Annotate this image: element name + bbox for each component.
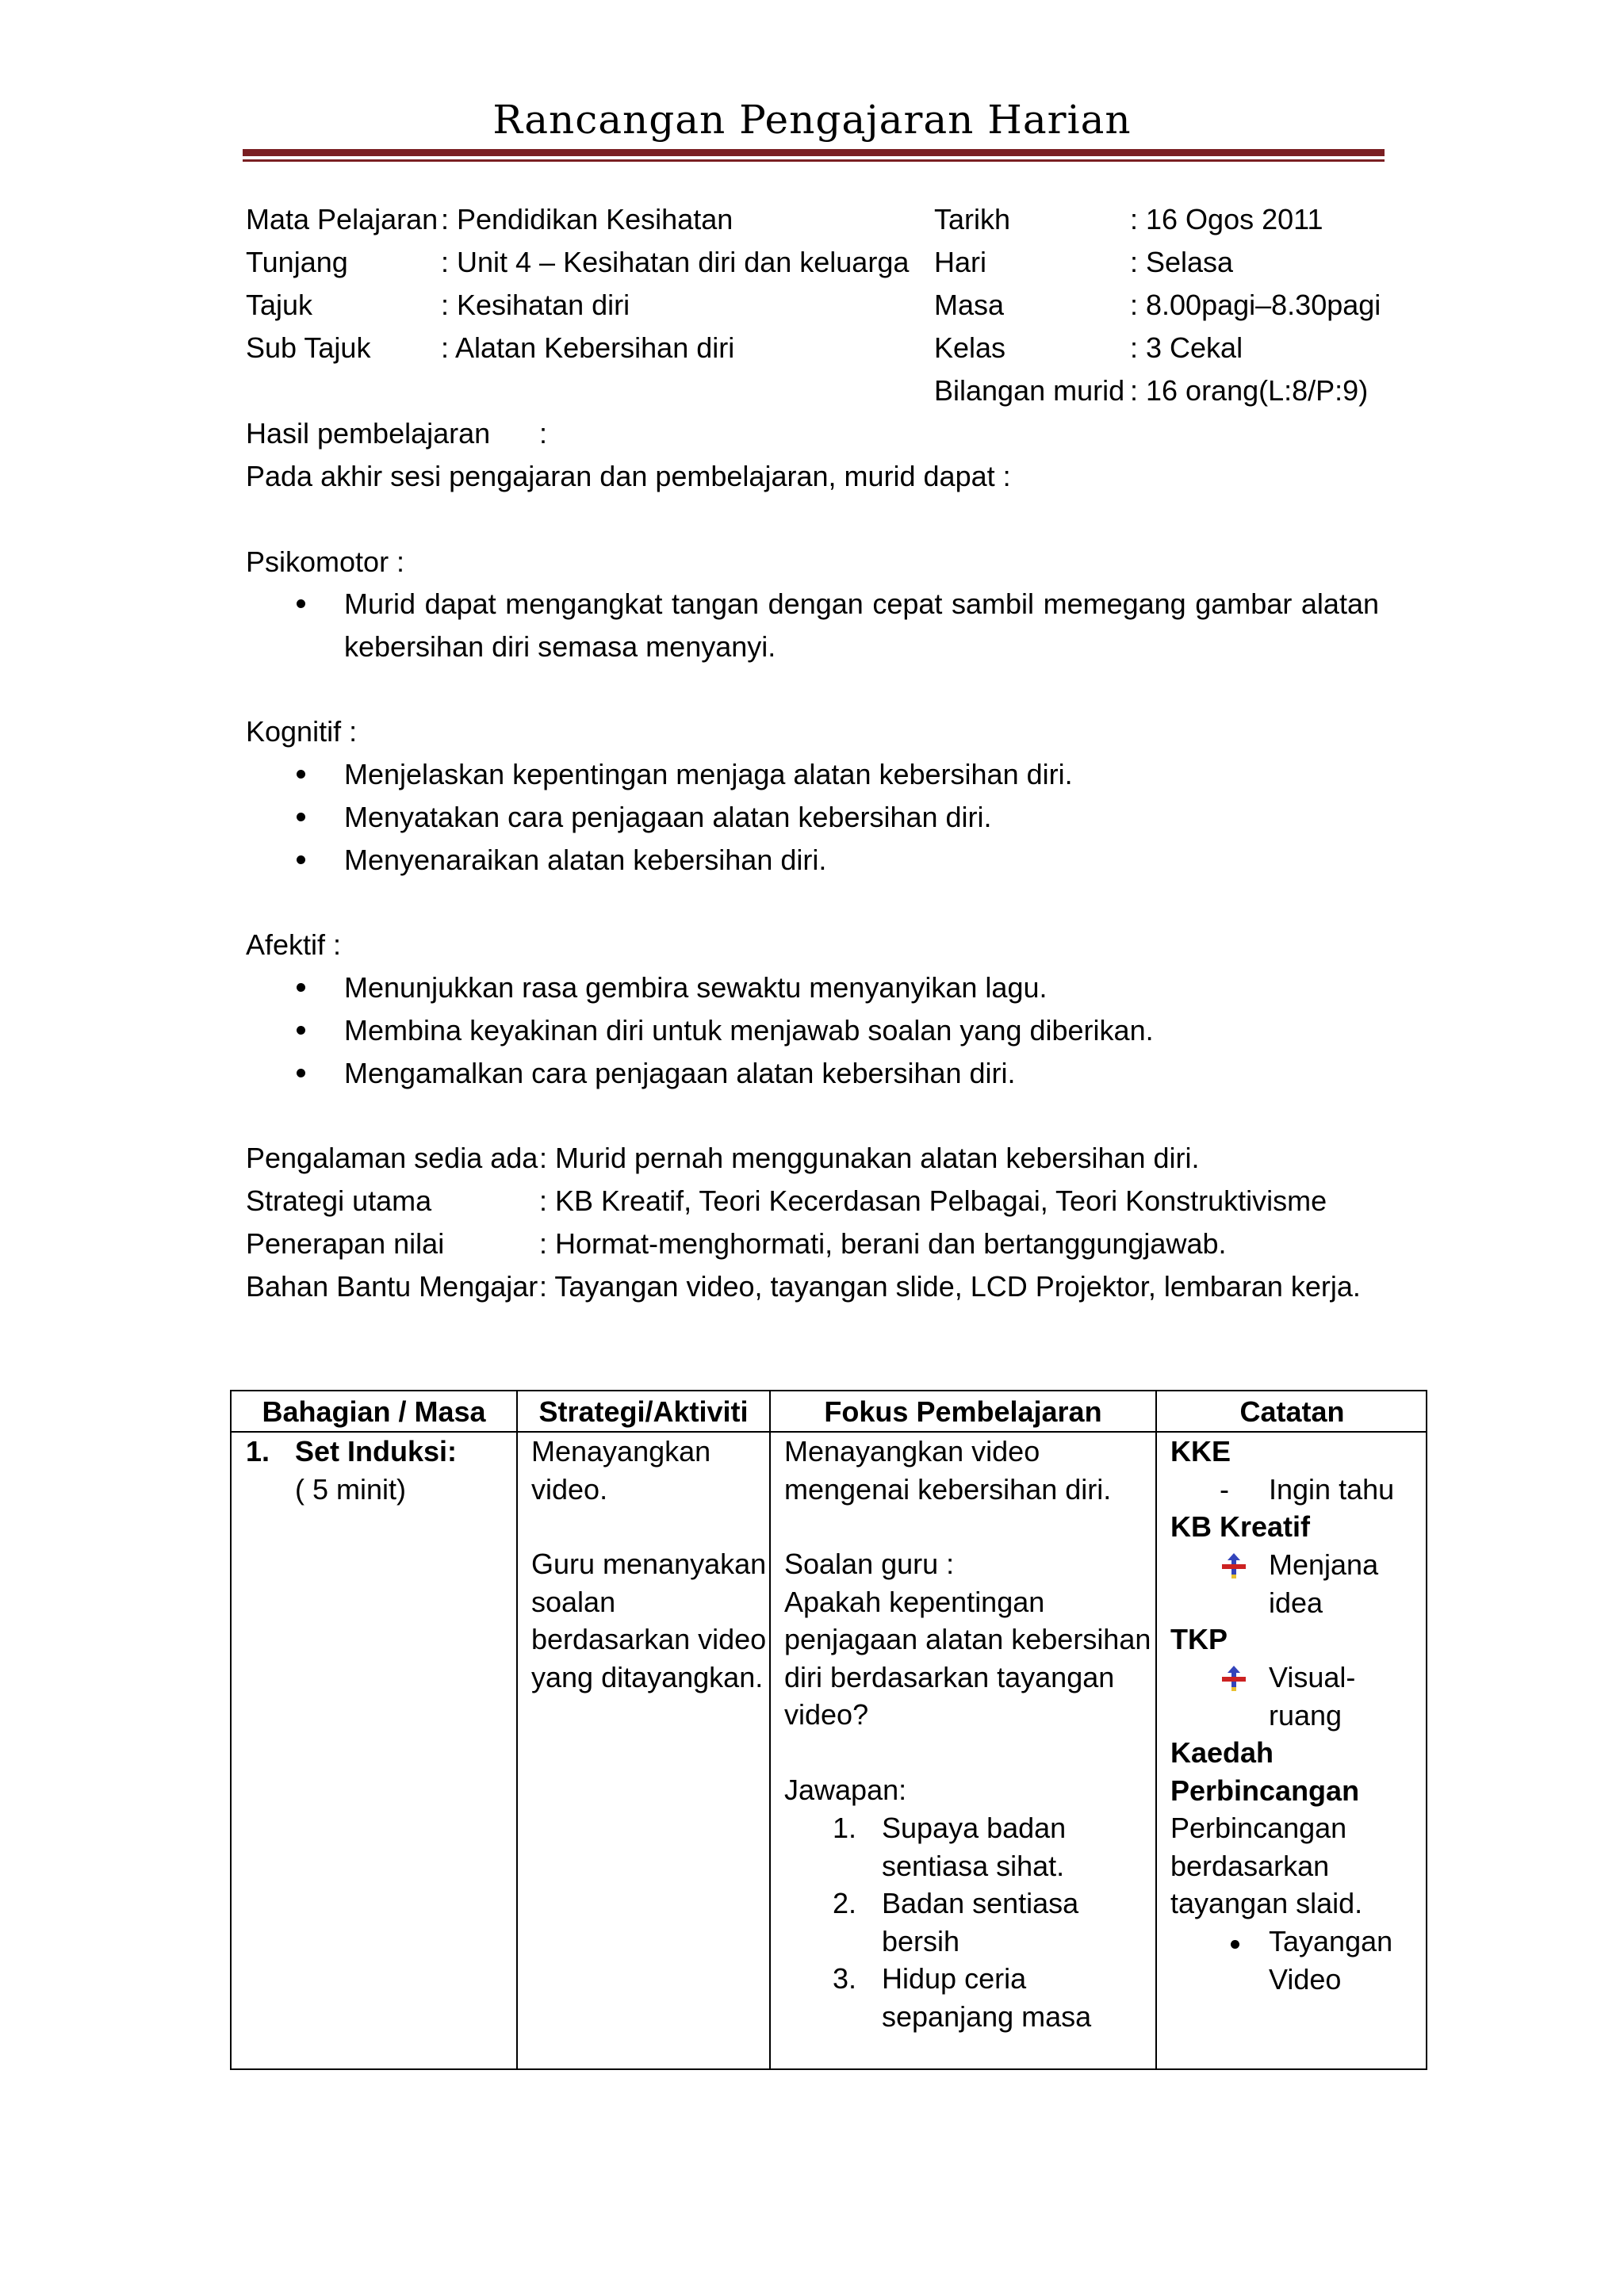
label-hasil-pembelajaran: Hasil pembelajaran: [246, 417, 491, 450]
strategi-line: Guru menanyakan: [531, 1548, 767, 1580]
afektif-item: Mengamalkan cara penjagaan alatan kebersihan diri.: [344, 1057, 1016, 1089]
label-tarikh: Tarikh: [934, 203, 1011, 235]
strategi-cell-question: [531, 1545, 766, 1696]
bullet-icon: [297, 599, 305, 608]
heading-kognitif: Kognitif :: [246, 715, 358, 748]
fokus-cell: [784, 1433, 1111, 1508]
catatan-tkp-item: [1269, 1659, 1355, 1734]
catatan-line: ruang: [1269, 1698, 1342, 1732]
answer-number: 3.: [833, 1962, 857, 1995]
answer-item: [882, 1885, 1078, 1960]
value-tunjang: : Unit 4 – Kesihatan diri dan keluarga: [441, 246, 910, 278]
strategi-line: video.: [531, 1472, 608, 1506]
catatan-bullet-item: [1269, 1923, 1392, 1998]
title-rule-thick: [243, 149, 1385, 156]
strategi-cell: [531, 1433, 710, 1508]
value-sub-tajuk: : Alatan Kebersihan diri: [441, 331, 735, 364]
label-mata-pelajaran: Mata Pelajaran: [246, 203, 439, 235]
bullet-icon: [297, 983, 305, 992]
catatan-tkp: TKP: [1170, 1623, 1228, 1655]
kognitif-item: Menyenaraikan alatan kebersihan diri.: [344, 844, 827, 876]
column-header-catatan: Catatan: [1239, 1395, 1345, 1428]
label-hari: Hari: [934, 246, 987, 278]
column-header-strategi: Strategi/Aktiviti: [538, 1395, 749, 1428]
value-bilangan-murid: : 16 orang(L:8/P:9): [1130, 374, 1369, 407]
strategi-line: Menayangkan: [531, 1435, 711, 1468]
catatan-line: Tayangan: [1269, 1925, 1393, 1957]
strategi-line: yang ditayangkan.: [531, 1660, 764, 1693]
label-tunjang: Tunjang: [246, 246, 348, 278]
column-header-fokus: Fokus Pembelajaran: [824, 1395, 1102, 1428]
answer-number: 2.: [833, 1887, 857, 1919]
column-divider: [516, 1391, 518, 2068]
value-masa: : 8.00pagi–8.30pagi: [1130, 289, 1381, 321]
answer-line: sentiasa sihat.: [882, 1849, 1065, 1882]
bullet-icon: [1231, 1940, 1239, 1949]
catatan-line: tayangan slaid.: [1170, 1887, 1363, 1919]
column-divider: [769, 1391, 771, 2068]
catatan-kke-item: Ingin tahu: [1269, 1473, 1395, 1506]
answer-line: Badan sentiasa: [882, 1887, 1079, 1919]
afektif-item: Menunjukkan rasa gembira sewaktu menyanyikan lagu.: [344, 971, 1048, 1004]
question-line: video?: [784, 1698, 869, 1731]
answer-number: 1.: [833, 1812, 857, 1844]
label-tajuk: Tajuk: [246, 289, 313, 321]
value-strategi-utama: : KB Kreatif, Teori Kecerdasan Pelbagai, Teori Konstruktivisme: [539, 1184, 1327, 1217]
strategi-line: soalan: [531, 1585, 616, 1618]
answer-line: Hidup ceria: [882, 1962, 1027, 1995]
answer-item: [882, 1960, 1091, 2035]
page-title: Rancangan Pengajaran Harian: [492, 97, 1132, 143]
fokus-line: mengenai kebersihan diri.: [784, 1472, 1112, 1506]
question-line: diri berdasarkan tayangan: [784, 1660, 1115, 1693]
label-masa: Masa: [934, 289, 1005, 321]
kognitif-item: Menjelaskan kepentingan menjaga alatan kebersihan diri.: [344, 758, 1073, 790]
answer-line: bersih: [882, 1924, 960, 1957]
question-line: Apakah kepentingan: [784, 1585, 1045, 1618]
value-tarikh: : 16 Ogos 2011: [1130, 203, 1323, 235]
value-penerapan-nilai: : Hormat-menghormati, berani dan bertanggungjawab.: [539, 1227, 1227, 1260]
label-bilangan-murid: Bilangan murid: [934, 374, 1125, 407]
catatan-kb-item: [1269, 1546, 1378, 1621]
lesson-table: [230, 1390, 1427, 2070]
label-penerapan-nilai: Penerapan nilai: [246, 1227, 445, 1260]
label-sub-tajuk: Sub Tajuk: [246, 331, 371, 364]
kognitif-item: Menyatakan cara penjagaan alatan kebersihan diri.: [344, 801, 992, 833]
section-title: Set Induksi:: [295, 1435, 458, 1468]
column-divider: [1155, 1391, 1157, 2068]
catatan-line: idea: [1269, 1586, 1323, 1619]
bullet-icon: [297, 1026, 305, 1035]
fokus-line: Menayangkan video: [784, 1435, 1040, 1468]
fokus-question: [784, 1545, 1151, 1734]
label-kelas: Kelas: [934, 331, 1006, 364]
catatan-line: Perbincangan: [1170, 1812, 1347, 1844]
catatan-line: Video: [1269, 1962, 1342, 1996]
bullet-icon: [297, 770, 305, 779]
strategi-line: berdasarkan video: [531, 1623, 767, 1655]
heading-psikomotor: Psikomotor :: [246, 545, 405, 578]
dash-marker: -: [1220, 1473, 1229, 1506]
question-heading: Soalan guru :: [784, 1548, 955, 1580]
bullet-icon: [297, 813, 305, 821]
catatan-line: berdasarkan: [1170, 1849, 1330, 1882]
catatan-perbincangan: [1170, 1809, 1362, 1923]
answer-line: Supaya badan: [882, 1812, 1067, 1844]
heading-afektif: Afektif :: [246, 928, 342, 961]
value-mata-pelajaran: : Pendidikan Kesihatan: [441, 203, 733, 235]
section-number: 1.: [246, 1435, 270, 1468]
arrow-bullet-icon: [1220, 1664, 1248, 1693]
catatan-kaedah: [1170, 1734, 1359, 1809]
bullet-icon: [297, 855, 305, 864]
value-pengalaman: : Murid pernah menggunakan alatan kebersihan diri.: [539, 1142, 1200, 1174]
catatan-kke: KKE: [1170, 1435, 1231, 1468]
label-strategi-utama: Strategi utama: [246, 1184, 432, 1217]
question-line: penjagaan alatan kebersihan: [784, 1623, 1151, 1655]
bullet-icon: [297, 1069, 305, 1077]
psikomotor-item: Murid dapat mengangkat tangan dengan cepat sambil memegang gambar alatan kebersihan diri semasa menyanyi.: [344, 587, 1379, 663]
catatan-line: Kaedah: [1170, 1736, 1274, 1769]
afektif-item: Membina keyakinan diri untuk menjawab soalan yang diberikan.: [344, 1014, 1154, 1047]
arrow-bullet-icon: [1220, 1552, 1248, 1580]
catatan-line: Perbincangan: [1170, 1774, 1360, 1807]
answer-heading: Jawapan:: [784, 1774, 907, 1806]
catatan-kb: KB Kreatif: [1170, 1510, 1311, 1543]
label-bahan-bantu: Bahan Bantu Mengajar: [246, 1270, 538, 1303]
hasil-colon: :: [539, 417, 548, 450]
catatan-line: Menjana: [1269, 1548, 1379, 1581]
catatan-line: Visual-: [1269, 1661, 1356, 1693]
label-pengalaman: Pengalaman sedia ada: [246, 1142, 538, 1174]
value-kelas: : 3 Cekal: [1130, 331, 1243, 364]
column-header-bahagian: Bahagian / Masa: [262, 1395, 486, 1428]
outcomes-intro: Pada akhir sesi pengajaran dan pembelajaran, murid dapat :: [246, 460, 1011, 492]
answer-line: sepanjang masa: [882, 1999, 1092, 2033]
value-hari: : Selasa: [1130, 246, 1234, 278]
answer-item: [882, 1809, 1066, 1885]
title-rule-thin: [243, 159, 1385, 162]
section-time: ( 5 minit): [295, 1473, 407, 1506]
value-tajuk: : Kesihatan diri: [441, 289, 630, 321]
value-bahan-bantu: : Tayangan video, tayangan slide, LCD Projektor, lembaran kerja.: [539, 1270, 1361, 1303]
